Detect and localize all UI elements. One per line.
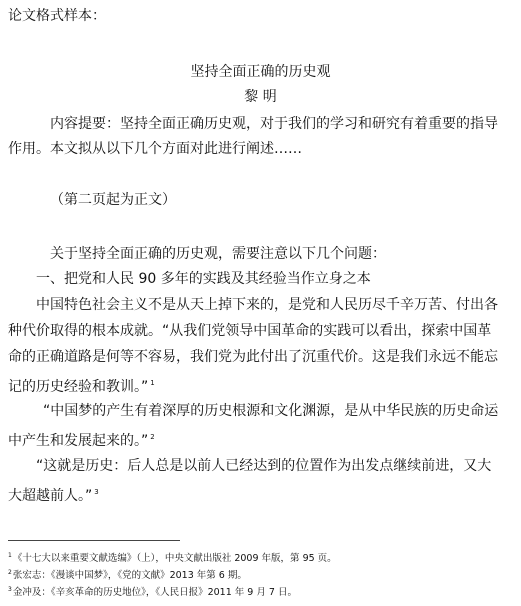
footnote-3: $^3$金冲及：《辛亥革命的历史地位》，《人民日报》2011 年 9 月 7 日。 bbox=[8, 586, 297, 598]
intro-line: 关于坚持全面正确的历史观，需要注意以下几个问题： bbox=[50, 246, 386, 262]
author-name: 黎 明 bbox=[244, 89, 277, 105]
footnote-1: $^1$《十七大以来重要文献选编》（上），中央文献出版社 2009 年版，第 95 页。 bbox=[8, 552, 337, 564]
abstract-line-2: 作用。本文拟从以下几个方面对此进行阐述…… bbox=[8, 141, 302, 157]
para1-line-2: 种代价取得的根本成就。“从我们党领导中国革命的实践可以看出，探索中国革 bbox=[8, 323, 492, 339]
footnote-separator bbox=[8, 540, 180, 541]
abstract-line-1: 内容提要：坚持全面正确历史观，对于我们的学习和研究有着重要的指导 bbox=[50, 116, 498, 132]
body-start-note: （第二页起为正文） bbox=[50, 192, 176, 208]
para3-line-2: 大超越前人。” $^3$ bbox=[8, 488, 99, 504]
paper-title: 坚持全面正确的历史观 bbox=[190, 64, 331, 80]
footnote-ref-3: 3 bbox=[94, 488, 99, 496]
para1-line-1: 中国特色社会主义不是从天上掉下来的，是党和人民历尽千辛万苦、付出各 bbox=[36, 297, 498, 313]
para2-line-1: “中国梦的产生有着深厚的历史根源和文化渊源，是从中华民族的历史命运 bbox=[43, 403, 499, 419]
para2-line-2: 中产生和发展起来的。” $^2$ bbox=[8, 433, 155, 449]
para1-line-4: 记的历史经验和教训。” $^1$ bbox=[8, 379, 155, 395]
footnote-ref-2: 2 bbox=[150, 433, 155, 441]
footnote-ref-1: 1 bbox=[150, 379, 155, 387]
section-heading-1: 一、把党和人民 90 多年的实践及其经验当作立身之本 bbox=[36, 271, 371, 287]
para3-line-1: “这就是历史：后人总是以前人已经达到的位置作为出发点继续前进，又大 bbox=[36, 458, 492, 474]
para1-line-3: 命的正确道路是何等不容易，我们党为此付出了沉重代价。这是我们永远不能忘 bbox=[8, 349, 498, 365]
footnote-2: $^2$张宏志：《漫谈中国梦》，《党的文献》2013 年第 6 期。 bbox=[8, 569, 247, 581]
sample-label: 论文格式样本： bbox=[8, 8, 106, 24]
